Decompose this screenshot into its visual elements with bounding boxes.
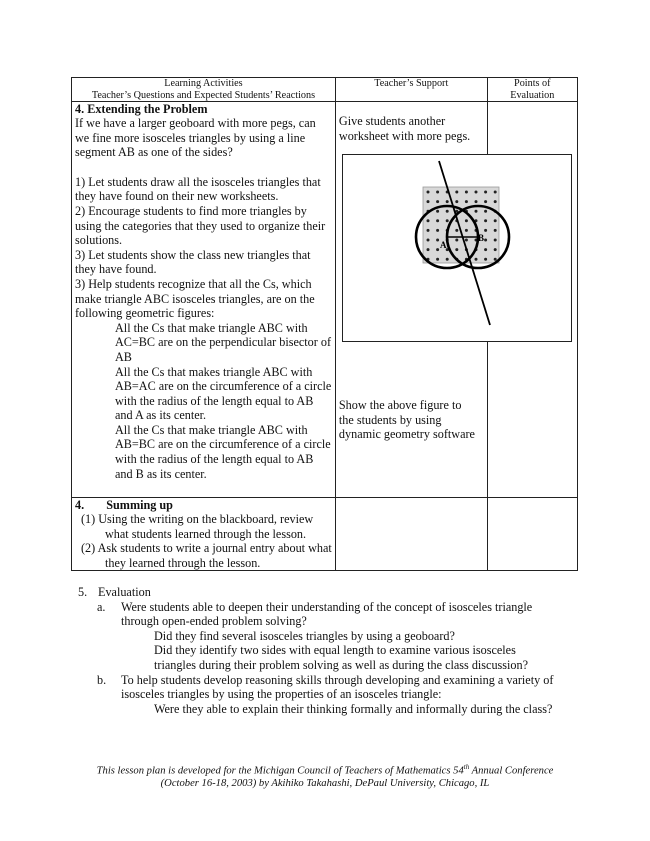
geoboard-peg	[465, 191, 468, 194]
geoboard-peg	[494, 248, 497, 251]
summing-support-cell	[335, 498, 487, 571]
geoboard-peg	[436, 191, 439, 194]
summing-item-1	[75, 512, 332, 541]
header-col3-line2: Evaluation	[510, 89, 555, 101]
geoboard-peg	[427, 200, 430, 203]
geoboard-peg	[475, 258, 478, 261]
evaluation-b-label: b.	[97, 672, 107, 687]
geoboard-peg	[475, 191, 478, 194]
geoboard-peg	[484, 219, 487, 222]
label-a: A	[440, 240, 447, 250]
summing-item-1-text: (1) Using the writing on the blackboard, review what students learned through the lesson.	[81, 512, 314, 541]
summing-number: 4.	[75, 498, 85, 512]
geoboard-peg	[446, 258, 449, 261]
sub-item-2: All the Cs that makes triangle ABC with AB=AC are on the circumference of a circle with the radius of the length equal to AB and A as its center.	[115, 364, 332, 423]
geoboard-peg	[455, 191, 458, 194]
geoboard-peg	[465, 239, 468, 242]
geoboard-peg	[427, 219, 430, 222]
evaluation-a-question-2-wrap	[78, 643, 559, 672]
header-points-of-evaluation	[487, 78, 577, 102]
evaluation-b-question-1: Were they able to explain their thinking formally and informally during the class?	[154, 701, 553, 716]
geoboard-peg	[446, 200, 449, 203]
geoboard-peg	[427, 239, 430, 242]
geoboard-peg	[465, 200, 468, 203]
geoboard-peg	[494, 229, 497, 232]
header-col1-line1: Learning Activities	[164, 78, 243, 89]
table-header-row	[72, 78, 578, 102]
geoboard-peg	[455, 239, 458, 242]
geoboard-peg	[436, 229, 439, 232]
summing-item-2	[75, 541, 332, 570]
geoboard-figure	[342, 154, 572, 342]
footer-line-1	[40, 761, 610, 778]
geoboard-peg	[446, 219, 449, 222]
step-4: 3) Help students recognize that all the Cs, which make triangle ABC isosceles triangles, are on the following geometric figures:	[75, 276, 315, 321]
header-col3-line1: Points of	[514, 78, 551, 89]
evaluation-a-text: Were students able to deepen their understanding of the concept of isosceles triangle through open-ended problem solving?	[121, 599, 533, 629]
geoboard-peg	[446, 210, 449, 213]
header-col2: Teacher’s Support	[374, 78, 449, 89]
footer-line1-pre: This lesson plan is developed for the Michigan Council of Teachers of Mathematics 54	[96, 765, 464, 777]
geoboard-peg	[484, 248, 487, 251]
geoboard-peg	[484, 200, 487, 203]
geoboard-peg	[484, 258, 487, 261]
summing-item-2-text: (2) Ask students to write a journal entry about what they learned through the lesson.	[81, 541, 332, 570]
geoboard-peg	[475, 210, 478, 213]
geoboard-peg	[427, 191, 430, 194]
evaluation-item-b	[78, 673, 578, 702]
header-learning-activities	[72, 78, 336, 102]
geoboard-peg	[475, 200, 478, 203]
sub-item-1: All the Cs that make triangle ABC with AC=BC are on the perpendicular bisector of AB	[115, 320, 332, 364]
evaluation-item-a	[78, 600, 578, 629]
label-b: B	[478, 233, 485, 243]
evaluation-number: 5.	[78, 585, 88, 599]
support-text-2: Show the above figure to the students by using dynamic geometry software	[338, 398, 475, 442]
geoboard-peg	[436, 219, 439, 222]
geoboard-peg	[427, 229, 430, 232]
footer-line-2: (October 16-18, 2003) by Akihiko Takahashi, DePaul University, Chicago, IL	[160, 778, 490, 790]
geoboard-peg	[455, 248, 458, 251]
evaluation-a-question-2: Did they identify two sides with equal length to examine various isosceles triangles during their problem solving as well as during the class discussion?	[154, 643, 529, 672]
evaluation-title: Evaluation	[98, 585, 151, 599]
geoboard-peg	[436, 210, 439, 213]
summing-title-line	[75, 498, 332, 512]
step-1: 1) Let students draw all the isosceles triangles that they have found on their new worksheets.	[75, 174, 321, 204]
geoboard-peg	[436, 248, 439, 251]
sub-item-3: All the Cs that make triangle ABC with AB=BC are on the circumference of a circle with the radius of the length equal to AB and B as its center.	[115, 422, 331, 481]
geoboard-peg	[455, 229, 458, 232]
geoboard-peg	[465, 219, 468, 222]
step-2: 2) Encourage students to find more triangles by using the categories that they used to organize their solutions.	[75, 203, 326, 248]
geoboard-peg	[494, 200, 497, 203]
geoboard-peg	[455, 200, 458, 203]
geoboard-peg	[484, 210, 487, 213]
support-text-1: Give students another worksheet with more pegs.	[338, 114, 471, 143]
geoboard-peg	[484, 239, 487, 242]
geoboard-peg	[494, 239, 497, 242]
extending-title: 4. Extending the Problem	[75, 102, 208, 116]
geoboard-peg	[484, 191, 487, 194]
evaluation-a-label: a.	[97, 599, 106, 614]
geoboard-peg	[494, 191, 497, 194]
geoboard-peg	[494, 258, 497, 261]
evaluation-b-text: To help students develop reasoning skills through developing and examining a variety of isosceles triangles by using the properties of an isosceles triangle:	[121, 672, 554, 702]
footer-line1-sup: th	[463, 763, 470, 771]
evaluation-heading	[78, 585, 578, 600]
geoboard-diagram	[343, 155, 571, 341]
extending-intro: If we have a larger geoboard with more pegs, can we fine more isosceles triangles by using a line segment AB as one of the sides?	[75, 116, 316, 160]
evaluation-a-text-wrap	[121, 600, 561, 629]
evaluation-section	[78, 585, 578, 716]
header-col1-line2: Teacher’s Questions and Expected Students’ Reactions	[91, 89, 316, 101]
summing-evaluation-cell	[487, 498, 577, 571]
extending-activities-cell	[72, 102, 336, 498]
evaluation-a-question-1: Did they find several isosceles triangles by using a geoboard?	[154, 628, 455, 643]
summing-activities-cell	[72, 498, 336, 571]
geoboard-peg	[436, 258, 439, 261]
geoboard-peg	[494, 219, 497, 222]
footer	[40, 761, 610, 791]
footer-line1-post: Annual Conference	[469, 765, 554, 777]
summing-title: Summing up	[106, 498, 173, 512]
geoboard-peg	[465, 229, 468, 232]
geoboard-peg	[484, 229, 487, 232]
summing-up-row	[72, 498, 578, 571]
geoboard-board	[423, 187, 499, 263]
header-teachers-support	[335, 78, 487, 102]
geoboard-peg	[427, 248, 430, 251]
geoboard-peg	[436, 200, 439, 203]
step-3: 3) Let students show the class new triangles that they have found.	[75, 247, 311, 277]
geoboard-peg	[436, 239, 439, 242]
